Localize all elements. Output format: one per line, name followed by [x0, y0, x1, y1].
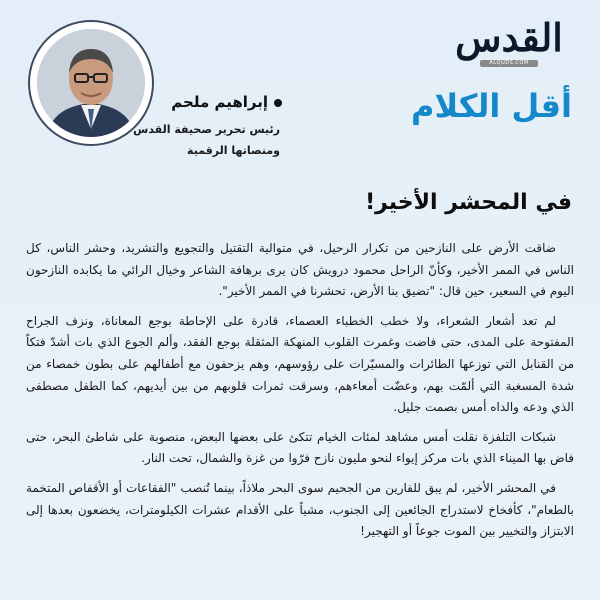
article-paragraph-2: لم تعد أشعار الشعراء، ولا خطب الخطباء العصماء، قادرة على الإحاطة بوجع المعاناة، ونزف الجراح المفتوحة على المدى، حتى فاضت وغمرت القلوب المنهكة المثقلة بوجع الفقد، وألم الجوع الذي بات أشدّ فتكاً من القنابل التي توزعها الطائرات والمسيّرات على رؤوسهم، وهم يزحفون مع أطفالهم على بطون خمصاء من شدة المسغبة التي ألمّت بهم، وعضّت أمعاءهم، وسرقت ثمرات قلوبهم من بين أيديهم، كما الطفل مصطفى الذي ودعه والداه أمس بصمت جليل. — [26, 313, 574, 415]
newspaper-logo — [444, 16, 574, 74]
article-paragraph-4: في المحشر الأخير، لم يبق للفارين من الجحيم سوى البحر ملاذاً، بينما تُنصب "الفقاعات أو الأقفاص المتخمة بالطعام"، كأفخاخ لاستدراج الجائعين إلى الجنوب، مشياً على الأقدام عشرات الكيلومترات، يخضعون بعدها إلى الابتزاز والتخيير بين الموت جوعاً أو التهجير! — [26, 480, 574, 539]
author-role-line-1: رئيس تحرير صحيفة القدس — [133, 123, 280, 136]
author-name — [171, 93, 282, 111]
article-paragraph-1: ضاقت الأرض على النازحين من تكرار الرحيل، في متوالية التقتيل والتجويع والتشريد، وحشر الناس، كل الناس في الممر الأخير، وكأنّ الراحل محمود درويش كان يرى برهافة الشاعر وخيال الرائي ما يكابده النازحون اليوم في السعير، حين قال: "تضيق بنا الأرض، تحشرنا في الممر الأخير". — [26, 241, 574, 299]
bullet-icon — [274, 99, 282, 107]
article-body — [26, 238, 574, 551]
column-title: أقل الكلام — [411, 87, 572, 125]
author-photo — [37, 29, 145, 137]
author-role — [130, 119, 280, 161]
article-paragraph-3: شبكات التلفزة نقلت أمس مشاهد لمئات الخيام تتكئ على بعضها البعض، منصوبة على شاطئ البحر، حتى فاض بها الميناء الذي بات مركز إيواء لنحو مليون نازح فرّوا من غزة والشمال، تحت النار. — [26, 429, 574, 466]
logo-website-label: ALQUDS.COM — [480, 60, 538, 67]
author-role-line-2: ومنصاتها الرقمية — [187, 144, 280, 157]
author-name-text: إبراهيم ملحم — [171, 93, 268, 111]
article-title: في المحشر الأخير! — [365, 190, 572, 215]
logo-wordmark: القدس — [455, 15, 563, 60]
